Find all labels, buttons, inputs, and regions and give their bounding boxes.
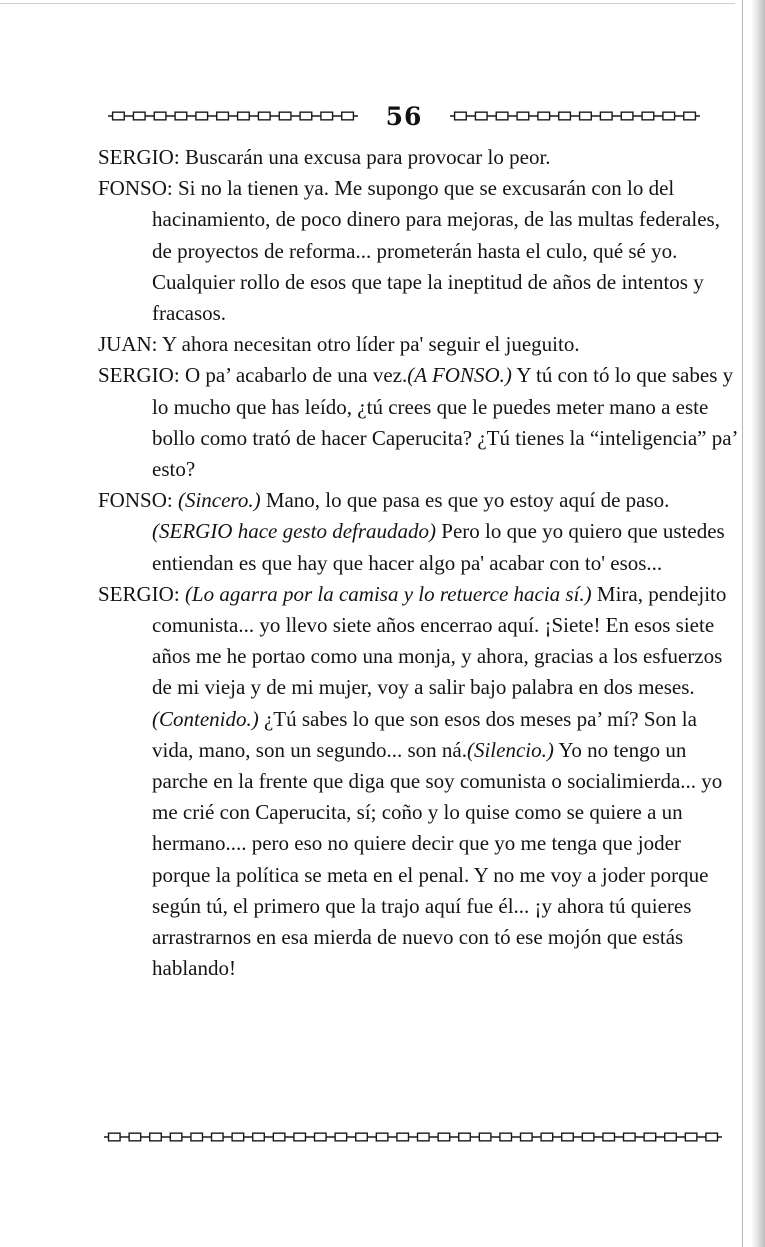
chain-link (475, 112, 487, 120)
chain-link (665, 1133, 677, 1141)
chain-link (644, 1133, 656, 1141)
script-entry: FONSO: (Sincero.) Mano, lo que pasa es que yo estoy aquí de paso. (SERGIO hace gesto defraudado) Pero lo que yo quiero que ustedes entiendan es que hay que hacer algo pa' acabar con to' esos... (98, 488, 725, 575)
chain-link (580, 112, 592, 120)
chain-link (232, 1133, 244, 1141)
script-entry: SERGIO: O pa’ acabarlo de una vez.(A FONSO.) Y tú con tó lo que sabes y lo mucho que has leído, ¿tú crees que le puedes meter mano a este bollo como trató de hacer Caperucita? ¿Tú tienes la “inteligencia” pa’ esto? (98, 363, 737, 482)
page-edge-shadow (751, 0, 765, 1247)
chain-link (170, 1133, 182, 1141)
chain-link (521, 1133, 533, 1141)
chain-link (258, 112, 270, 120)
chain-link (342, 112, 354, 120)
chain-link (538, 112, 550, 120)
dialogue-text: ¿Tú sabes lo que son esos dos meses pa’ mí? Son la vida, mano, son un segundo... son ná. (152, 706, 697, 762)
stage-direction: (Contenido.) (152, 706, 259, 731)
dialogue-text: Mira, pendejito comunista... yo llevo siete años encerrao aquí. ¡Siete! En esos siete años me he portao como una monja, y ahora, gracias a los esfuerzos de mi vieja y de mi mujer, voy a salir bajo palabra en dos meses. (152, 581, 727, 700)
chain-link (684, 112, 696, 120)
chain-link (175, 112, 187, 120)
chain-link (212, 1133, 224, 1141)
chain-link (217, 112, 229, 120)
stage-direction: (Lo agarra por la camisa y lo retuerce hacia sí.) (184, 581, 592, 606)
speaker-name: FONSO (98, 176, 167, 201)
chain-link (191, 1133, 203, 1141)
chain-link (238, 112, 250, 120)
chain-link (517, 112, 529, 120)
page-header (108, 98, 700, 134)
chain-link (129, 1133, 141, 1141)
chain-link (294, 1133, 306, 1141)
dialogue-text: Mano, lo que pasa es que yo estoy aquí de paso. (260, 488, 670, 513)
chain-link (500, 1133, 512, 1141)
stage-direction: (Silencio.) (466, 737, 554, 762)
chain-ornament-footer (104, 1131, 722, 1143)
chain-link (459, 1133, 471, 1141)
chain-ornament-right (450, 110, 700, 122)
chain-link (150, 1133, 162, 1141)
chain-link (279, 112, 291, 120)
chain-link (253, 1133, 265, 1141)
chain-link (496, 112, 508, 120)
speaker-name: JUAN (98, 332, 152, 357)
chain-link (621, 112, 633, 120)
speaker-name: SERGIO (98, 581, 174, 606)
dialogue-text: Buscarán una excusa para provocar lo peor. (184, 145, 551, 169)
chain-link (376, 1133, 388, 1141)
chain-link (479, 1133, 491, 1141)
script-entry: FONSO: Si no la tienen ya. Me supongo que se excusarán con lo del hacinamiento, de poco dinero para mejoras, de las multas federales, de proyectos de reforma... prometerán hasta el culo, qué sé yo. Cualquier rollo de esos que tape la ineptitud de años de intentos y fracasos. (98, 176, 720, 326)
chain-link (541, 1133, 553, 1141)
chain-link (706, 1133, 718, 1141)
chain-link (685, 1133, 697, 1141)
script-entry: JUAN: Y ahora necesitan otro líder pa' seguir el jueguito. (98, 332, 580, 357)
chain-link (335, 1133, 347, 1141)
page-number: 56 (385, 101, 423, 131)
chain-link (109, 1133, 121, 1141)
chain-link (455, 112, 467, 120)
chain-link (356, 1133, 368, 1141)
stage-direction: (SERGIO hace gesto defraudado) (152, 519, 437, 544)
chain-link (663, 112, 675, 120)
chain-link (273, 1133, 285, 1141)
speaker-name: SERGIO (98, 145, 174, 169)
stage-direction: (Sincero.) (177, 488, 261, 513)
dialogue-text: Y ahora necesitan otro líder pa' seguir el jueguito. (161, 332, 580, 357)
chain-link (113, 112, 125, 120)
chain-link (582, 1133, 594, 1141)
chain-link (133, 112, 145, 120)
dialogue-text: Si no la tienen ya. Me supongo que se excusarán con lo del hacinamiento, de poco dinero para mejoras, de las multas federales, de proyectos de reforma... prometerán hasta el culo, qué sé yo. Cualquier rollo de esos que tape la ineptitud de años de intentos y fracasos. (152, 176, 720, 326)
chain-link (624, 1133, 636, 1141)
dialogue-text: Y tú con tó lo que sabes y lo mucho que has leído, ¿tú crees que le puedes meter mano a este bollo como trató de hacer Caperucita? ¿Tú tienes la “inteligencia” pa’ esto? (152, 363, 737, 482)
dialogue-text: Yo no tengo un parche en la frente que diga que soy comunista o socialimierda... yo me crié con Caperucita, sí; coño y lo quise como se quiere a un hermano.... pero eso no quiere decir que yo me tenga que joder porque la política se meta en el penal. Y no me voy a joder porque según tú, el primero que la trajo aquí fue él... ¡y ahora tú quieres arrastrarnos en esa mierda de nuevo con tó ese mojón que estás hablando! (152, 737, 723, 981)
top-scan-rule (0, 3, 735, 4)
chain-link (196, 112, 208, 120)
chain-ornament-left (108, 110, 358, 122)
speaker-name: FONSO (98, 488, 167, 513)
chain-link (603, 1133, 615, 1141)
script-entry: SERGIO: (Lo agarra por la camisa y lo retuerce hacia sí.) Mira, pendejito comunista... yo llevo siete años encerrao aquí. ¡Siete! En esos siete años me he portao como una monja, y ahora, gracias a los esfuerzos de mi vieja y de mi mujer, voy a salir bajo palabra en dos meses. (Contenido.) ¿Tú sabes lo que son esos dos meses pa’ mí? Son la vida, mano, son un segundo... son ná.(Silencio.) Yo no tengo un parche en la frente que diga que soy comunista o socialimierda... yo me crié con Caperucita, sí; coño y lo quise como se quiere a un hermano.... pero eso no quiere decir que yo me tenga que joder porque la política se meta en el penal. Y no me voy a joder porque según tú, el primero que la trajo aquí fue él... ¡y ahora tú quieres arrastrarnos en esa mierda de nuevo con tó ese mojón que estás hablando! (98, 581, 727, 981)
stage-direction: (A FONSO.) (407, 363, 512, 388)
chain-link (559, 112, 571, 120)
speaker-name: SERGIO (98, 363, 174, 388)
chain-link (642, 112, 654, 120)
chain-link (397, 1133, 409, 1141)
dialogue-text: Pero lo que yo quiero que ustedes entiendan es que hay que hacer algo pa' acabar con to' esos... (152, 519, 725, 575)
page-edge-line (742, 0, 743, 1247)
chain-link (562, 1133, 574, 1141)
chain-link (315, 1133, 327, 1141)
chain-link (321, 112, 333, 120)
chain-link (600, 112, 612, 120)
chain-link (418, 1133, 430, 1141)
chain-link (438, 1133, 450, 1141)
dialogue-text: O pa’ acabarlo de una vez. (184, 363, 408, 388)
script-body (98, 142, 738, 984)
script-entry: SERGIO: Buscarán una excusa para provocar lo peor. (98, 145, 551, 169)
chain-link (300, 112, 312, 120)
chain-link (154, 112, 166, 120)
